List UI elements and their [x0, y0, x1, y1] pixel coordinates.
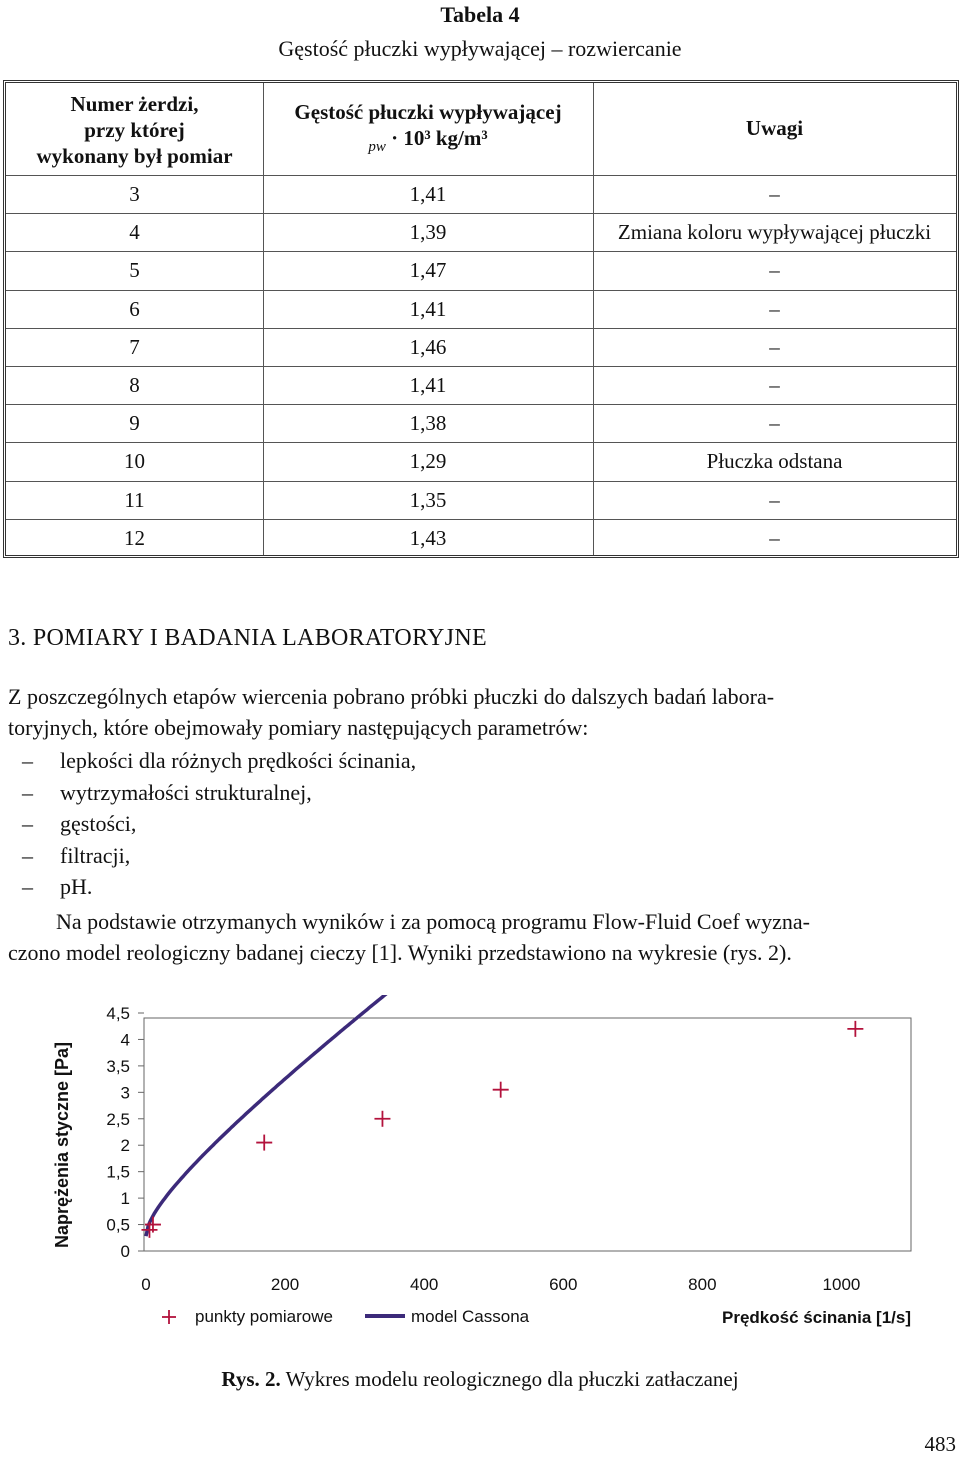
y-tick-label: 2,5	[106, 1109, 130, 1129]
x-tick-label: 600	[549, 1275, 578, 1294]
list-item: – lepkości dla różnych prędkości ścinania,	[22, 748, 417, 773]
cell-density: 1,41	[409, 182, 447, 206]
cell-rod-number: 4	[129, 220, 140, 245]
cell-density: 1,35	[409, 487, 447, 512]
list-item: – wytrzymałości strukturalnej,	[22, 780, 312, 805]
section-heading: 3. POMIARY I BADANIA LABORATORYJNE	[8, 625, 487, 651]
cell-note: –	[769, 411, 780, 436]
cell-note: –	[769, 487, 780, 512]
data-point-marker	[374, 1111, 390, 1127]
page-number: 483	[924, 1432, 956, 1456]
y-tick-label: 1,5	[106, 1162, 130, 1182]
cell-rod-number: 10	[124, 449, 145, 474]
cell-note: –	[769, 373, 780, 397]
y-tick-label: 0	[120, 1242, 130, 1261]
cell-density: 1,38	[409, 411, 447, 436]
x-tick-label: 200	[270, 1275, 300, 1294]
header-rod-number: Numer żerdzi, przy której wykonany był pomiar	[36, 92, 233, 168]
data-point-marker	[493, 1082, 509, 1098]
series-line-model-cassona	[146, 995, 855, 1236]
y-tick-label: 4	[120, 1030, 130, 1050]
cell-note: –	[769, 258, 780, 283]
x-tick-label: 1000	[822, 1275, 861, 1294]
cell-density: 1,47	[409, 258, 447, 283]
table-title: Tabela 4	[440, 2, 520, 27]
y-tick-label: 1	[120, 1189, 130, 1209]
table-subtitle: Gęstość płuczki wypływającej – rozwiercanie	[278, 36, 682, 61]
legend	[162, 1307, 530, 1326]
legend-label-points: punkty pomiarowe	[195, 1307, 333, 1326]
y-tick-label: 4,5	[106, 1004, 130, 1023]
cell-note: –	[769, 334, 780, 359]
y-tick-label: 3,5	[106, 1056, 130, 1076]
legend-label-model: model Cassona	[411, 1307, 530, 1326]
cell-density: 1,41	[409, 373, 447, 397]
density-table	[3, 80, 959, 558]
cell-density: 1,29	[409, 449, 447, 474]
y-tick-label: 0,5	[106, 1215, 130, 1235]
list-item: – filtracji,	[22, 843, 131, 868]
list-item: – pH.	[22, 874, 93, 899]
cell-rod-number: 7	[129, 334, 140, 359]
plot-area	[144, 1018, 911, 1251]
y-tick-label: 3	[120, 1083, 130, 1103]
legend-item-model	[365, 1307, 530, 1326]
x-tick-label: 0	[141, 1275, 151, 1294]
figure-caption: Rys. 2. Wykres modelu reologicznego dla płuczki zatłaczanej	[221, 1367, 739, 1391]
cell-note: –	[769, 525, 780, 550]
data-point-marker	[847, 1021, 863, 1037]
header-density: Gęstość płuczki wypływającej $_{pw}$ · 10³ kg/m³	[294, 100, 562, 155]
x-tick-label: 400	[409, 1275, 439, 1294]
x-tick-label: 800	[688, 1275, 717, 1294]
list-item: – gęstości,	[22, 811, 137, 836]
cell-note: Zmiana koloru wypływającej płuczki	[617, 220, 932, 245]
cell-note: –	[769, 296, 780, 321]
header-notes: Uwagi	[745, 116, 804, 140]
cell-rod-number: 12	[124, 525, 145, 550]
cell-density: 1,41	[409, 296, 447, 321]
paragraph-1-line-2: toryjnych, które obejmowały pomiary następujących parametrów:	[8, 715, 589, 740]
cell-density: 1,46	[409, 334, 447, 359]
cell-note: Płuczka odstana	[706, 449, 843, 474]
cell-rod-number: 5	[129, 258, 140, 283]
cell-rod-number: 8	[129, 373, 140, 397]
data-point-marker	[256, 1135, 272, 1151]
legend-item-points	[162, 1307, 333, 1326]
cell-rod-number: 6	[129, 296, 140, 321]
cell-note: –	[769, 182, 780, 206]
cell-rod-number: 11	[124, 487, 145, 512]
cell-rod-number: 3	[129, 182, 140, 206]
cell-density: 1,39	[409, 220, 447, 245]
rheology-chart	[0, 995, 960, 1355]
y-axis-label: Naprężenia styczne [Pa]	[52, 1041, 72, 1249]
rho-symbol: pw	[368, 139, 386, 155]
paragraph-1-line-1: Z poszczególnych etapów wiercenia pobrano próbki płuczki do dalszych badań labora-	[8, 684, 775, 709]
paragraph-2-line-1: Na podstawie otrzymanych wyników i za pomocą programu Flow-Fluid Coef wyzna-	[56, 909, 810, 934]
cell-rod-number: 9	[129, 411, 140, 436]
x-axis-label: Prędkość ścinania [1/s]	[722, 1308, 911, 1327]
paragraph-2-line-2: czono model reologiczny badanej cieczy [1]. Wyniki przedstawiono na wykresie (rys. 2).	[8, 940, 792, 965]
y-tick-label: 2	[120, 1136, 130, 1156]
cell-density: 1,43	[409, 525, 447, 550]
